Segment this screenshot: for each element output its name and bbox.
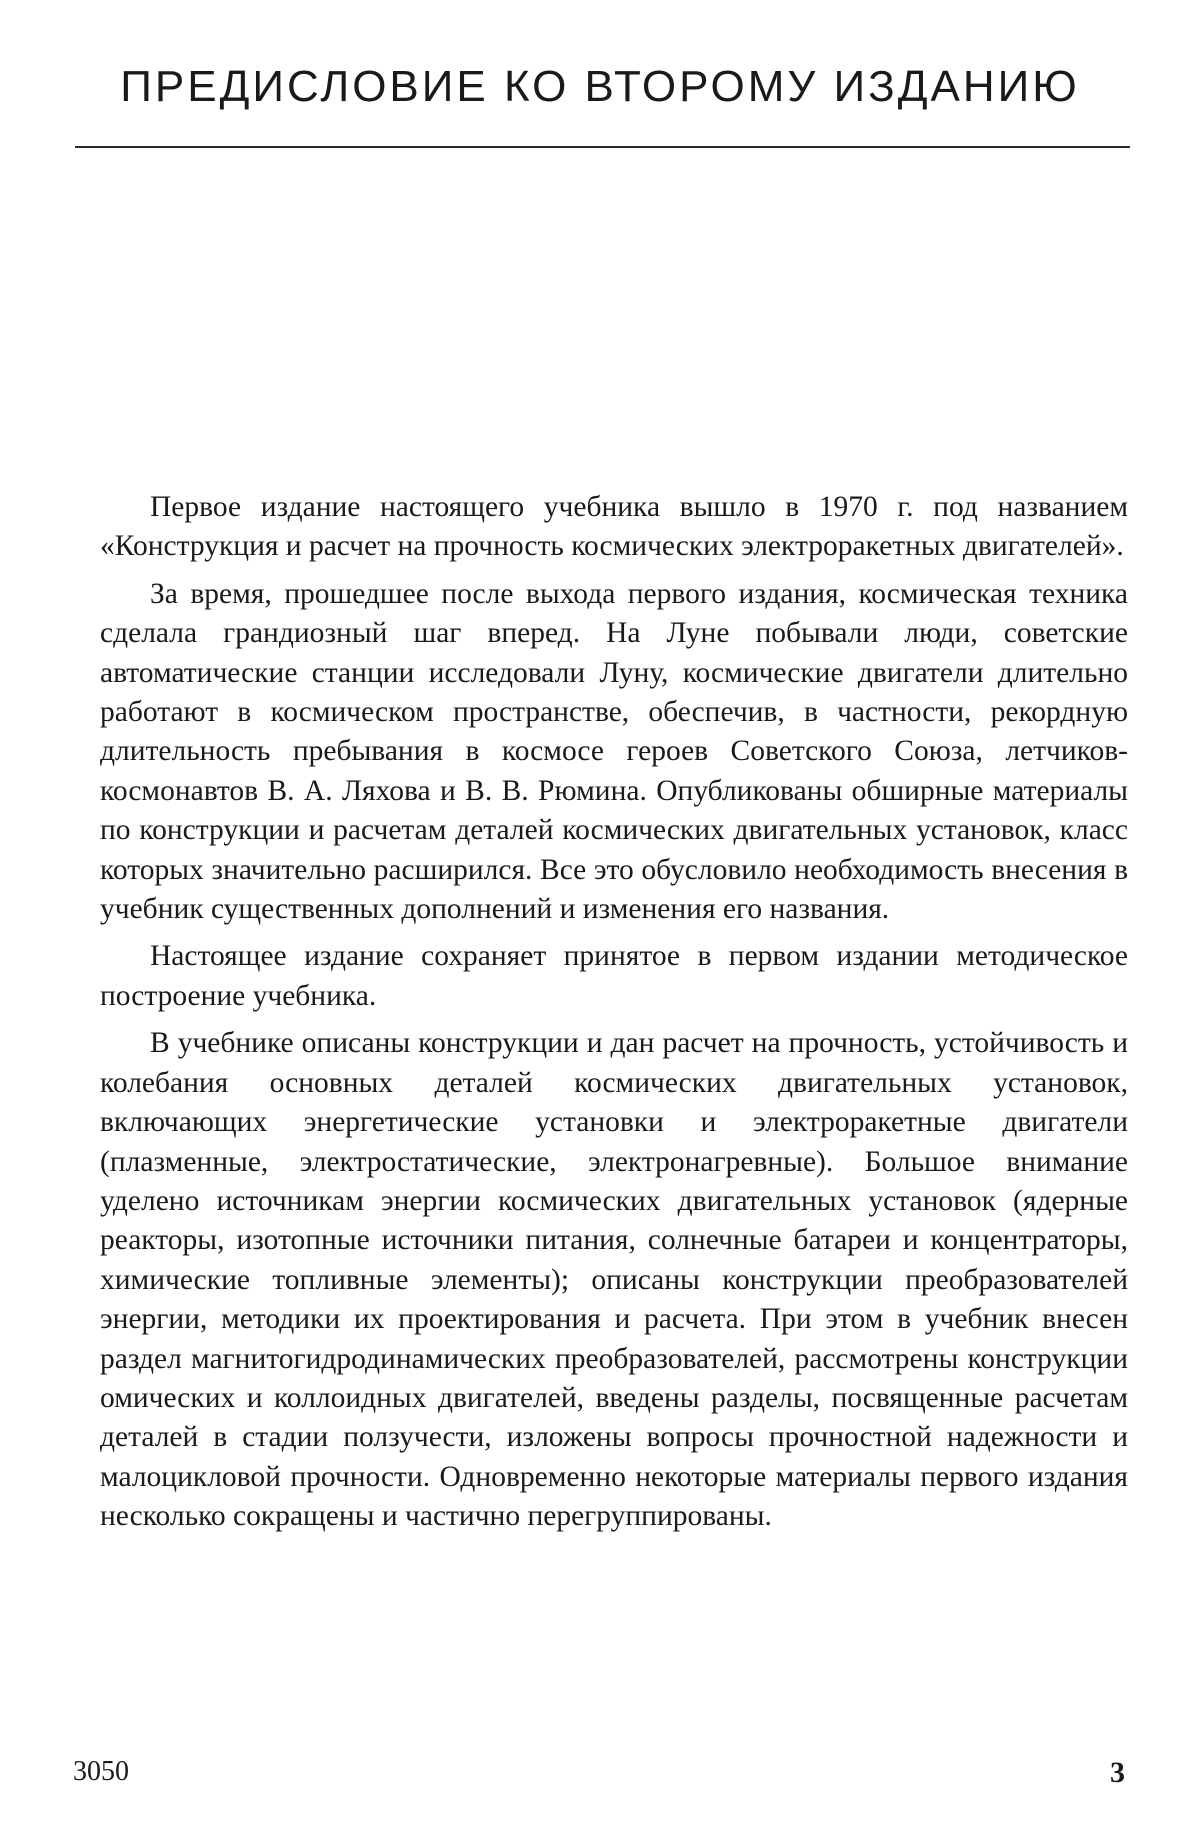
print-code: 3050: [73, 1756, 129, 1787]
paragraph-3: Настоящее издание сохраняет принятое в первом издании методическое построение учебника.: [100, 940, 1128, 1012]
paragraph-1: Первое издание настоящего учебника вышло в 1970 г. под названием «Конструкция и расчет на прочность космических электроракетных двигателей».: [100, 491, 1128, 563]
body-text: [100, 488, 1128, 1537]
paragraph-2: За время, прошедшее после выхода первого издания, космическая техника сделала грандиозный шаг вперед. На Луне побывали люди, советские автоматические станции исследовали Луну, космические двигатели длительно работают в космическом пространстве, обеспечив, в частности, рекордную длительность пребывания в космосе героев Советского Союза, летчиков-космонавтов В. А. Ляхова и В. В. Рюмина. Опубликованы обширные материалы по конструкции и расчетам деталей космических двигательных установок, класс которых значительно расширился. Все это обусловило необходимость внесения в учебник существенных дополнений и изменения его названия.: [100, 577, 1128, 926]
chapter-title: ПРЕДИСЛОВИЕ КО ВТОРОМУ ИЗДАНИЮ: [120, 62, 1080, 111]
page-number: 3: [1110, 1756, 1125, 1789]
title-rule: [75, 146, 1130, 148]
paragraph-4: В учебнике описаны конструкции и дан расчет на прочность, устойчивость и колебания основных деталей космических двигательных установок, включающих энергетические установки и электроракетные двигатели (плазменные, электростатические, электронагревные). Большое внимание уделено источникам энергии космических двигательных установок (ядерные реакторы, изотопные источники питания, солнечные батареи и концентраторы, химические топливные элементы); описаны конструкции преобразователей энергии, методики их проектирования и расчета. При этом в учебник внесен раздел магнитогидродинамических преобразователей, рассмотрены конструкции омических и коллоидных двигателей, введены разделы, посвященные расчетам деталей в стадии ползучести, изложены вопросы прочностной надежности и малоцикловой прочности. Одновременно некоторые материалы первого издания несколько сокращены и частично перегруппированы.: [100, 1027, 1128, 1533]
